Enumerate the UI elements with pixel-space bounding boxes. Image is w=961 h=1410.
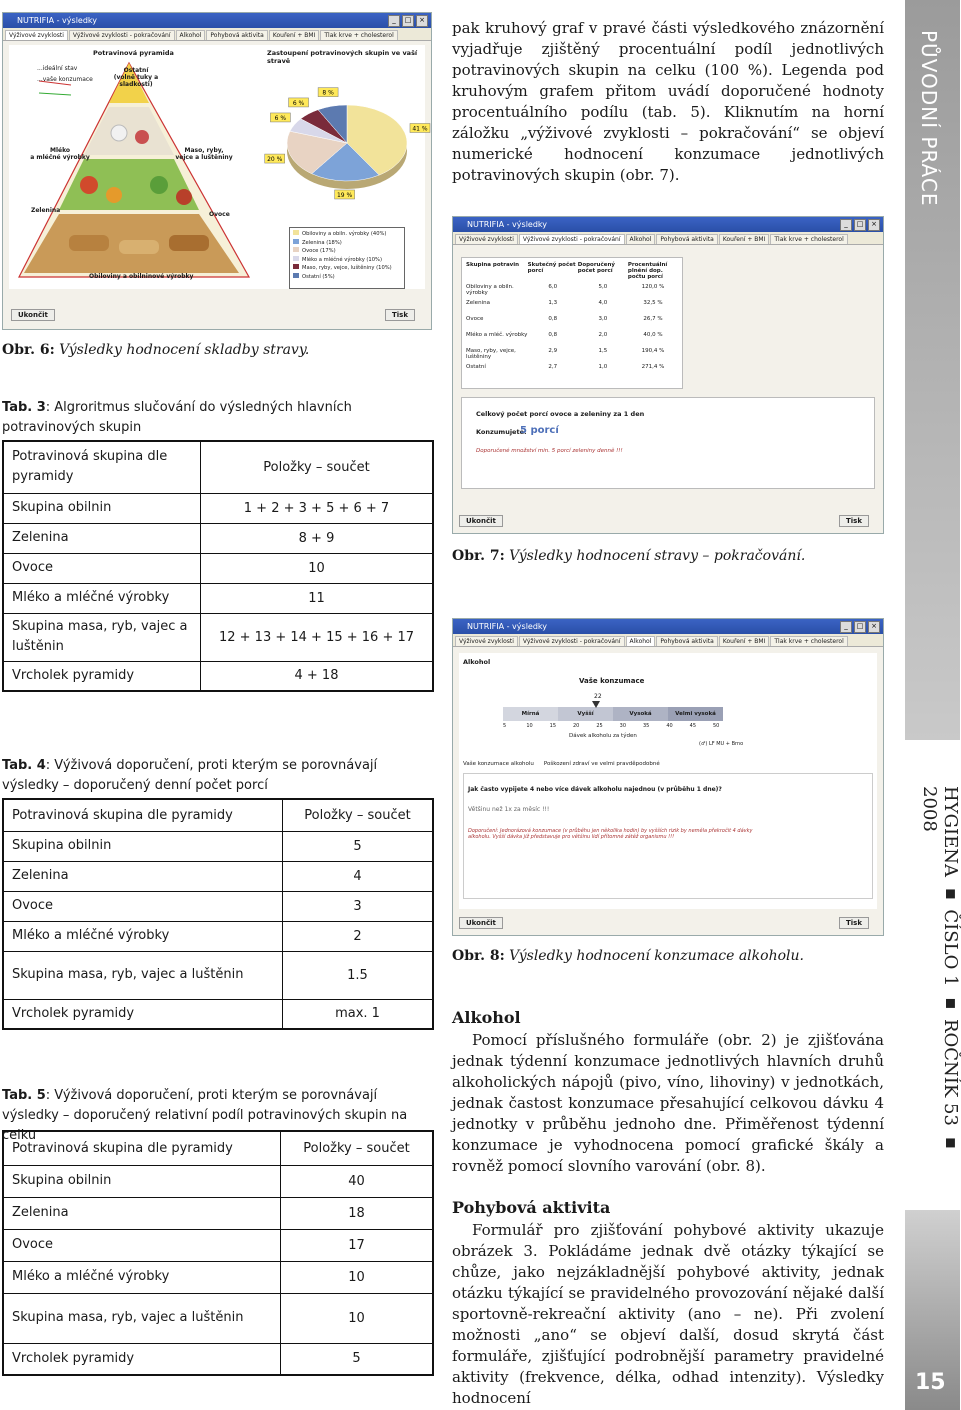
alcohol-scale: Mírná Vyšší Vysoká Velmi vysoká [503, 707, 723, 721]
figure-6-screenshot [2, 12, 432, 330]
portion-value: 271,4 % [641, 364, 665, 370]
close-icon[interactable]: × [868, 219, 880, 231]
svg-text:41 %: 41 % [412, 125, 428, 133]
content-area [9, 45, 428, 289]
value-cell: 10 [201, 553, 434, 583]
tab-pokracovani[interactable]: Výživové zvyklosti - pokračování [519, 234, 625, 244]
group-cell: Ovoce [3, 553, 201, 583]
group-cell: Skupina masa, ryb, vajec a luštěnin [3, 1293, 281, 1343]
portion-value: 3,0 [598, 316, 608, 322]
svg-text:20 %: 20 % [267, 156, 283, 164]
tab-pokracovani[interactable]: Výživové zvyklosti - pokračování [519, 636, 625, 646]
pie-data-label [289, 98, 309, 107]
tick-label: 10 [526, 723, 533, 729]
portion-row [462, 298, 682, 314]
group-cell: Zelenina [3, 861, 283, 891]
legend-ideal: ...ideální stav [37, 65, 78, 72]
portions-table [461, 257, 683, 389]
subtab-konzumace[interactable]: Vaše konzumace alkoholu [463, 761, 534, 767]
sex-legend: (♂) LF MU + Brno [699, 741, 744, 747]
table-row [3, 921, 433, 951]
value-cell: 2 [283, 921, 434, 951]
maximize-icon[interactable]: □ [854, 621, 866, 633]
portion-value: 2,0 [598, 332, 608, 338]
group-cell: Skupina obilnin [3, 493, 201, 523]
pie-data-label [265, 154, 285, 163]
legend-swatch [293, 264, 299, 269]
portion-group: Zelenina [466, 300, 490, 306]
group-cell: Vrcholek pyramidy [3, 1343, 281, 1375]
portion-row [462, 346, 682, 362]
side-band-top [905, 0, 960, 740]
close-icon[interactable]: × [868, 621, 880, 633]
legend-item [293, 273, 401, 282]
portion-value: 1,0 [598, 364, 608, 370]
value-cell: 4 [283, 861, 434, 891]
window-titlebar: NUTRIFIA - výsledky _ □ × [3, 13, 431, 28]
value-cell: 10 [281, 1293, 434, 1343]
tab-pohyb[interactable]: Pohybová aktivita [656, 234, 717, 244]
pyramid-title: Potravinová pyramida [93, 49, 174, 57]
value-cell: 5 [283, 831, 434, 861]
tab-koureni[interactable]: Kouření + BMI [719, 234, 770, 244]
portion-group: Maso, ryby, vejce, luštěniny [466, 348, 516, 360]
legend-item [293, 230, 401, 239]
close-icon[interactable]: × [416, 15, 428, 27]
svg-text:19 %: 19 % [336, 191, 353, 199]
tick-label: 15 [549, 723, 557, 729]
tisk-button[interactable]: Tisk [839, 917, 869, 929]
portion-row [462, 314, 682, 330]
tab-bar [453, 634, 883, 647]
svg-text:6 %: 6 % [292, 99, 305, 107]
tab-vyzivove[interactable]: Výživové zvyklosti [5, 30, 68, 40]
value-cell: 17 [281, 1229, 434, 1261]
alkohol-heading: Alkohol [452, 1008, 521, 1027]
table-4-caption: Tab. 4: Výživová doporučení, proti kterým se porovnávají výsledky – doporučený denní počet porcí [2, 758, 378, 793]
scale-marker: 22 [594, 693, 602, 700]
pohyb-text: Formulář pro zjišťování pohybové aktivity ukazuje obrázek 3. Pokládáme jednak dvě otázky týkající se chůze, jako nejzákladnější pohybové aktivity, jednak otázku týkající se pravidelného provozování nějaké další sportovně-rekreační aktivity (ano – ne). Při zvolení možnosti „ano“ se objeví další, dosud skrytá část formuláře, zjišťující podrobnější parametry pravidelné aktivity (frekvence, délka, odhad intenzity). Výsledky hodnocení [452, 1221, 884, 1407]
group-cell: Ovoce [3, 891, 283, 921]
page-number: 15 [915, 1370, 946, 1395]
table-row [3, 523, 433, 553]
tab-alkohol[interactable]: Alkohol [176, 30, 206, 40]
sub-tabs [463, 761, 660, 767]
portion-value: 32,5 % [643, 300, 663, 306]
table-3-caption: Tab. 3: Algroritmus slučování do výsledných hlavních potravinových skupin [2, 400, 352, 435]
table-5: Potravinová skupina dle pyramidy Položky – součet Skupina obilnin 40 Zelenina 18 Ovoce 17 Mléko a mléčné výrobky 10 Skupina masa, ryb, vajec a luštěnin 10 Vrcholek pyramidy 5 [2, 1130, 434, 1376]
value-cell: 12 + 13 + 14 + 15 + 16 + 17 [201, 613, 434, 661]
minimize-icon[interactable]: _ [388, 15, 400, 27]
pie-chart [259, 85, 428, 215]
portions-header: Skupina potravin Skutečný počet porcí Doporučený počet porcí Procentuální plnění dop. počtu porcí [466, 262, 668, 280]
portion-row [462, 282, 682, 298]
value-cell: 5 [281, 1343, 434, 1375]
portion-value: 190,4 % [641, 348, 665, 354]
value-cell: 18 [281, 1197, 434, 1229]
table-row [3, 553, 433, 583]
value-cell: 4 + 18 [201, 661, 434, 691]
group-cell: Skupina masa, ryb, vajec a luštěnin [3, 951, 283, 999]
question-box [463, 773, 873, 899]
window-titlebar: NUTRIFIA - výsledky _ □ × [453, 619, 883, 634]
portion-value: 1,5 [598, 348, 608, 354]
legend-label: Obiloviny a obiln. výrobky (40%) [302, 231, 387, 237]
ukoncit-button[interactable]: Ukončit [11, 309, 55, 321]
portion-row [462, 362, 682, 378]
value-cell: 3 [283, 891, 434, 921]
figure-8-caption: Obr. 8: Výsledky hodnocení konzumace alkoholu. [452, 948, 804, 964]
tisk-button[interactable]: Tisk [385, 309, 415, 321]
legend-item [293, 247, 401, 256]
legend-swatch [293, 247, 299, 252]
tick-label: 20 [573, 723, 580, 729]
tab-tlak[interactable]: Tlak krve + cholesterol [320, 30, 397, 40]
portion-group: Obiloviny a obiln. výrobky [466, 284, 514, 296]
maximize-icon[interactable]: □ [854, 219, 866, 231]
ukoncit-button[interactable]: Ukončit [459, 917, 503, 929]
maximize-icon[interactable]: □ [402, 15, 414, 27]
portion-row [462, 330, 682, 346]
table-row [3, 1293, 433, 1343]
window-titlebar: NUTRIFIA - výsledky _ □ × [453, 217, 883, 232]
tick-label: 40 [666, 723, 673, 729]
legend-swatch [293, 273, 299, 278]
table-5-caption: Tab. 5: Výživová doporučení, proti kterým se porovnávají výsledky – doporučený relativní podíl potravinových skupin na celku [2, 1088, 408, 1143]
question-text: Jak často vypijete 4 nebo více dávek alkoholu najednou (v průběhu 1 dne)? [468, 786, 722, 793]
table-row [3, 999, 433, 1029]
figure-6-caption: Obr. 6: Výsledky hodnocení skladby stravy. [2, 342, 310, 358]
portion-value: 0,8 [548, 316, 558, 322]
pie-data-label [335, 190, 355, 199]
figure-8-screenshot [452, 618, 884, 936]
tab-pohyb[interactable]: Pohybová aktivita [206, 30, 267, 40]
table-row [3, 891, 433, 921]
portion-group: Mléko a mléč. výrobky [466, 332, 528, 338]
pie-legend [289, 227, 405, 289]
tab-vyzivove[interactable]: Výživové zvyklosti [455, 636, 518, 646]
value-cell: 10 [281, 1261, 434, 1293]
tisk-button[interactable]: Tisk [839, 515, 869, 527]
table-row [3, 1261, 433, 1293]
group-cell: Vrcholek pyramidy [3, 999, 283, 1029]
group-cell: Skupina obilnin [3, 831, 283, 861]
label-zelenina: Zelenina [31, 207, 61, 214]
figure-7-screenshot [452, 216, 884, 534]
tab-pokracovani[interactable]: Výživové zvyklosti - pokračování [69, 30, 175, 40]
group-cell: Zelenina [3, 523, 201, 553]
group-cell: Mléko a mléčné výrobky [3, 921, 283, 951]
axis-label: Dávek alkoholu za týden [569, 733, 637, 739]
table-row [3, 1229, 433, 1261]
value-cell: max. 1 [283, 999, 434, 1029]
alcohol-panel [459, 653, 877, 909]
tick-label: 25 [596, 723, 603, 729]
group-cell: Skupina obilnin [3, 1165, 281, 1197]
side-band-mid [905, 760, 960, 1190]
group-cell: Skupina masa, ryb, vajec a luštěnin [3, 613, 201, 661]
value-cell: 1.5 [283, 951, 434, 999]
veg-fruit-box [461, 397, 875, 489]
advice-text: Doporučení: Jednorázová konzumace (v průběhu jen několika hodin) by vyšších rizik by neměla překročit 4 dávky alkoholu. Vyšší dávka již představuje pro většinu lidí přítomné zátěž organismu !!! [468, 828, 753, 840]
table-row [3, 613, 433, 661]
table-row [3, 583, 433, 613]
pie-title: Zastoupení potravinových skupin ve vaší stravě [267, 49, 418, 65]
scale-title: Vaše konzumace [579, 677, 645, 685]
legend-label: Ostatní (5%) [302, 273, 335, 280]
legend-swatch [293, 256, 299, 261]
label-ostatni: Ostatní (volně tuky a sladkosti) [113, 67, 159, 88]
table-4: Potravinová skupina dle pyramidy Položky – součet Skupina obilnin 5 Zelenina 4 Ovoce 3 Mléko a mléčné výrobky 2 Skupina masa, ryb, vajec a luštěnin 1.5 Vrcholek pyramidy max. 1 [2, 798, 434, 1030]
section-label: PŮVODNÍ PRÁCE [917, 30, 941, 207]
group-cell: Mléko a mléčné výrobky [3, 1261, 281, 1293]
pie-data-label [410, 123, 430, 132]
portion-value: 5,0 [598, 284, 608, 290]
side-band-bottom [905, 1210, 960, 1410]
portion-value: 2,9 [548, 348, 558, 354]
table-row [3, 861, 433, 891]
alkohol-text: Pomocí příslušného formuláře (obr. 2) je zjišťována jednak týdenní konzumace jednotlivých hlavních druhů alkoholických nápojů (pivo, víno, lihoviny) v jednotkách, jednak častost konzumace přesahující celkovou dávku 4 jednotky v průběhu jednoho dne. Přiměřenost týdenní konzumace je vyhodnocena pomocí grafické škály a rovněž pomocí slovního varování (obr. 8). [452, 1031, 884, 1175]
value-cell: 8 + 9 [201, 523, 434, 553]
group-cell: Ovoce [3, 1229, 281, 1261]
tab-bar [3, 28, 431, 41]
table-row [3, 661, 433, 691]
legend-item [293, 256, 401, 265]
pie-data-label [270, 113, 290, 122]
portion-value: 4,0 [598, 300, 608, 306]
tab-koureni[interactable]: Kouření + BMI [719, 636, 770, 646]
tab-tlak[interactable]: Tlak krve + cholesterol [770, 636, 847, 646]
portion-value: 2,7 [548, 364, 558, 370]
portion-group: Ostatní [466, 364, 486, 370]
pie-data-label [318, 88, 338, 97]
portion-value: 120,0 % [641, 284, 665, 290]
label-ovoce: Ovoce [209, 211, 230, 218]
portion-value: 0,8 [548, 332, 558, 338]
legend-item [293, 264, 401, 273]
box-title: Celkový počet porcí ovoce a zeleniny za 1 den [476, 410, 645, 418]
portion-value: 1,3 [548, 300, 558, 306]
tab-pohyb[interactable]: Pohybová aktivita [656, 636, 717, 646]
legend-swatch [293, 239, 299, 244]
tab-tlak[interactable]: Tlak krve + cholesterol [770, 234, 847, 244]
portion-value: 6,0 [548, 284, 558, 290]
table-row [3, 1343, 433, 1375]
tick-label: 30 [619, 723, 627, 729]
tab-bar [453, 232, 883, 245]
recommendation-note: Doporučené množství min. 5 porcí zeleniny denně !!! [476, 448, 623, 454]
value-cell: 11 [201, 583, 434, 613]
legend-item [293, 239, 401, 248]
konzumujete-label: Konzumujete: [476, 428, 527, 436]
group-cell: Mléko a mléčné výrobky [3, 583, 201, 613]
table-row [3, 951, 433, 999]
value-cell: 40 [281, 1165, 434, 1197]
figure-7-caption: Obr. 7: Výsledky hodnocení stravy – pokračování. [452, 548, 806, 564]
tick-label: 45 [689, 723, 697, 729]
table-row [3, 831, 433, 861]
subtab-poskozeni[interactable]: Poškození zdraví ve velmi pravděpodobné [543, 761, 660, 767]
scale-marker-arrow [592, 701, 600, 708]
label-mleko: Mléko a mléčné výrobky [30, 147, 90, 161]
legend-label: Mléko a mléčné výrobky (10%) [302, 256, 382, 263]
tab-alkohol[interactable]: Alkohol [626, 636, 656, 646]
minimize-icon[interactable]: _ [840, 621, 852, 633]
body-text-top: pak kruhový graf v pravé části výsledkového znázornění vyjadřuje zjištěný procentuální podíl jednotlivých potravinových skupin na celku (100 %). Legenda pod kruhovým grafem přitom uvádí doporučené hodnoty procentuálního podílu (tab. 5). Kliknutím na horní záložku „výživové zvyklosti – pokračování“ se objeví numerické hodnocení konzumace jednotlivých potravinových skupin (obr. 7). [452, 19, 884, 184]
tab-koureni[interactable]: Kouření + BMI [269, 30, 320, 40]
legend-swatch [293, 230, 299, 235]
tab-alkohol[interactable]: Alkohol [626, 234, 656, 244]
table-3: Potravinová skupina dle pyramidy Položky – součet Skupina obilnin 1 + 2 + 3 + 5 + 6 + 7 Zelenina 8 + 9 Ovoce 10 Mléko a mléčné výrobky 11 Skupina masa, ryb, vajec a luštěnin 12 + 13 + 14 + 15 + 16 + 17 Vrcholek pyramidy 4 + 18 [2, 440, 434, 692]
konzumujete-value: 5 porcí [520, 425, 559, 436]
tab-vyzivove[interactable]: Výživové zvyklosti [455, 234, 518, 244]
group-cell: Vrcholek pyramidy [3, 661, 201, 691]
portion-value: 40,0 % [643, 332, 663, 338]
minimize-icon[interactable]: _ [840, 219, 852, 231]
tick-label: 35 [643, 723, 650, 729]
portion-group: Ovoce [466, 316, 484, 322]
group-cell: Zelenina [3, 1197, 281, 1229]
legend-label: Zelenina (18%) [302, 239, 342, 246]
portion-value: 26,7 % [643, 316, 663, 322]
table-row [3, 1197, 433, 1229]
ukoncit-button[interactable]: Ukončit [459, 515, 503, 527]
label-maso: Maso, ryby, vejce a luštěniny [175, 147, 233, 161]
tick-label: 50 [713, 723, 720, 729]
answer-text: Většinu než 1x za měsíc !!! [468, 806, 550, 813]
legend-label: Maso, ryby, vejce, luštěniny (10%) [302, 265, 392, 271]
legend-label: Ovoce (17%) [302, 248, 336, 254]
table-row [3, 493, 433, 523]
journal-label: HYGIENA ▪ ČÍSLO 1 ▪ ROČNÍK 53 ▪ 2008 [919, 786, 961, 1153]
legend-vase: ...vaše konzumace [37, 76, 93, 83]
pohyb-heading: Pohybová aktivita [452, 1198, 611, 1217]
svg-text:8 %: 8 % [322, 89, 334, 97]
value-cell: 1 + 2 + 3 + 5 + 6 + 7 [201, 493, 434, 523]
section-title: Alkohol [463, 658, 491, 666]
table-row [3, 1165, 433, 1197]
tick-label: 5 [503, 723, 507, 729]
svg-text:6 %: 6 % [274, 114, 287, 122]
label-obilniny: Obiloviny a obilninové výrobky [89, 273, 194, 280]
